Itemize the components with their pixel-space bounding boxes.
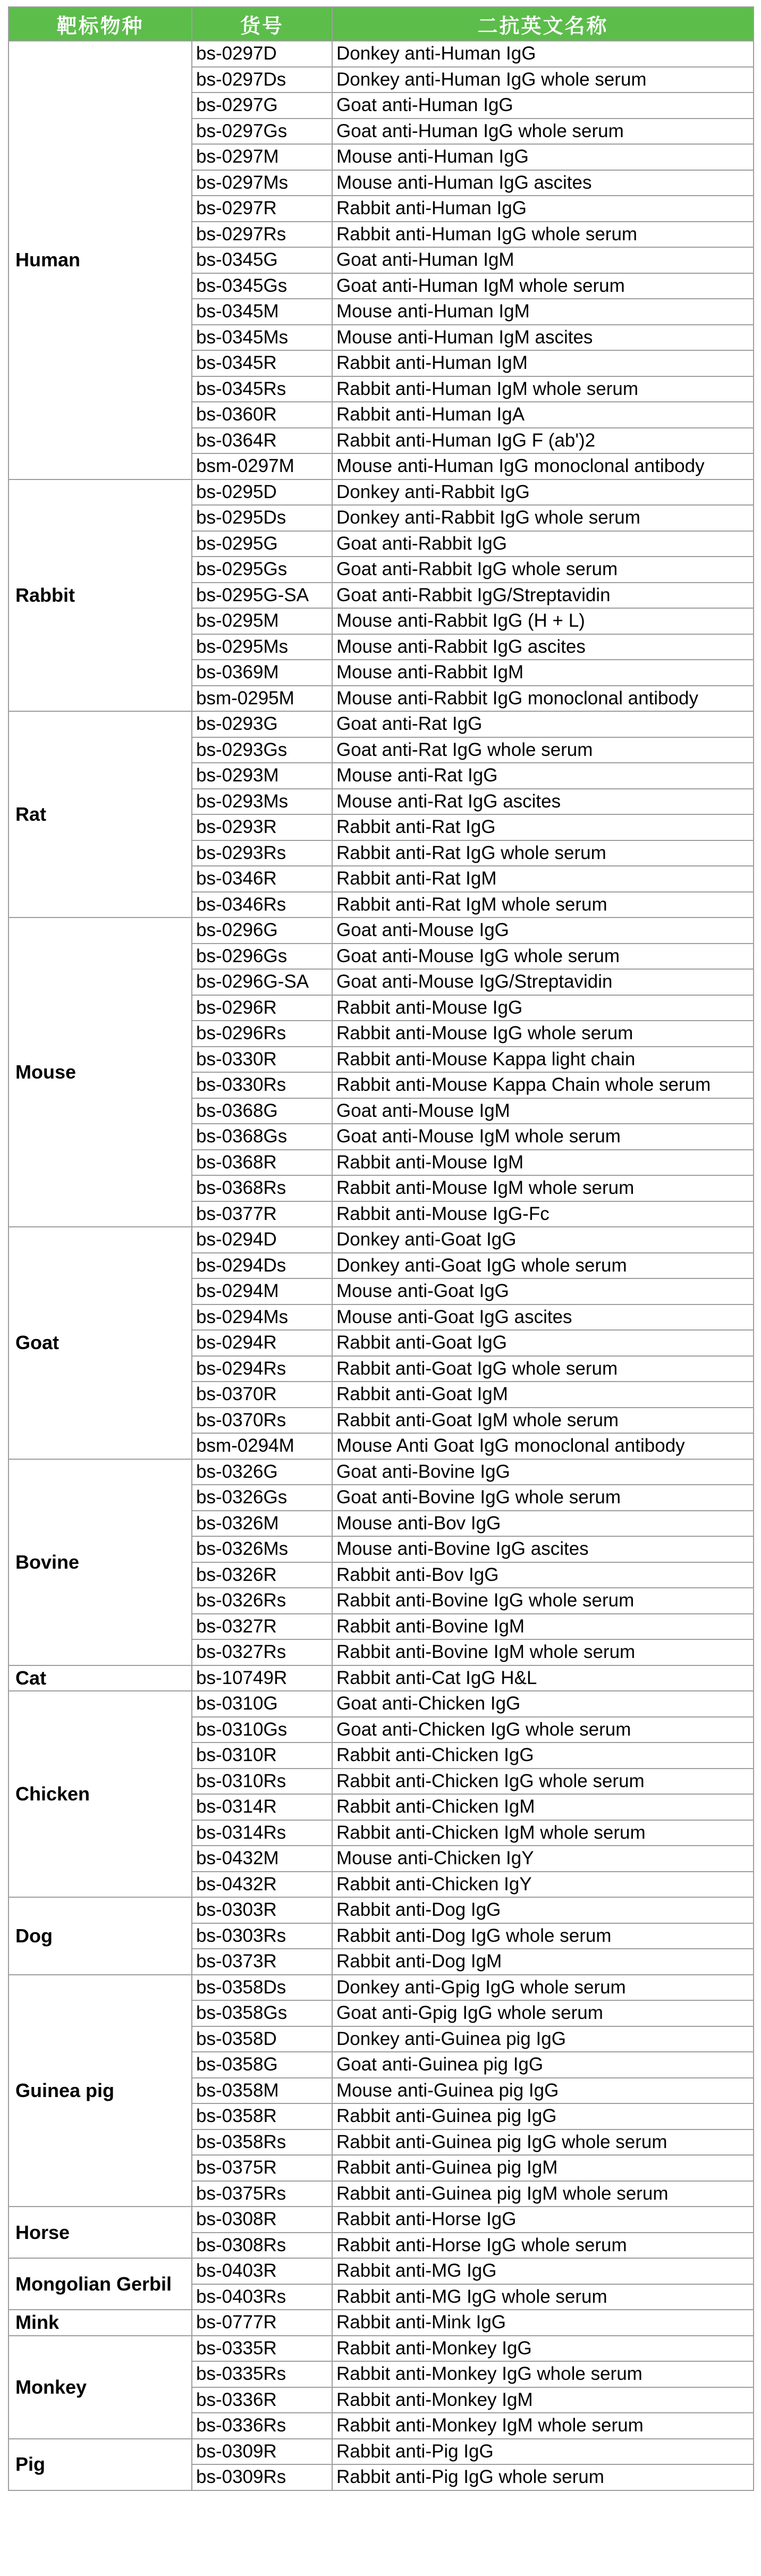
catalog-number-cell: bs-0336R	[192, 2387, 332, 2413]
catalog-number-cell: bs-0335R	[192, 2336, 332, 2362]
table-row	[9, 917, 754, 944]
antibody-name-cell: Rabbit anti-Rat IgG whole serum	[332, 840, 754, 866]
antibody-name-cell: Rabbit anti-Human IgG	[332, 196, 754, 222]
catalog-number-cell: bs-0303Rs	[192, 1923, 332, 1949]
catalog-number-cell: bs-0345Ms	[192, 325, 332, 351]
table-row	[9, 1665, 754, 1691]
antibody-name-cell: Mouse anti-Rabbit IgG (H + L)	[332, 608, 754, 634]
antibody-name-cell: Rabbit anti-Mouse Kappa Chain whole serum	[332, 1072, 754, 1098]
catalog-number-cell: bs-0432R	[192, 1872, 332, 1898]
catalog-number-cell: bs-10749R	[192, 1665, 332, 1691]
antibody-name-cell: Goat anti-Rabbit IgG/Streptavidin	[332, 583, 754, 609]
catalog-number-cell: bs-0293M	[192, 763, 332, 789]
catalog-number-cell: bs-0295G-SA	[192, 583, 332, 609]
antibody-name-cell: Mouse anti-Rabbit IgG ascites	[332, 634, 754, 660]
table-row	[9, 41, 754, 67]
antibody-name-cell: Rabbit anti-Monkey IgM	[332, 2387, 754, 2413]
antibody-name-cell: Goat anti-Rat IgG	[332, 711, 754, 737]
catalog-number-cell: bs-0303R	[192, 1897, 332, 1923]
antibody-name-cell: Goat anti-Mouse IgM	[332, 1098, 754, 1124]
header-row	[9, 7, 754, 41]
catalog-number-cell: bs-0297Ms	[192, 170, 332, 196]
antibody-name-cell: Rabbit anti-Mouse IgG whole serum	[332, 1021, 754, 1047]
catalog-number-cell: bs-0296G-SA	[192, 969, 332, 995]
antibody-name-cell: Rabbit anti-Chicken IgY	[332, 1872, 754, 1898]
catalog-number-cell: bs-0358G	[192, 2052, 332, 2078]
antibody-name-cell: Goat anti-Mouse IgG	[332, 917, 754, 944]
catalog-number-cell: bs-0309R	[192, 2439, 332, 2465]
antibody-name-cell: Goat anti-Chicken IgG whole serum	[332, 1717, 754, 1743]
table-row	[9, 711, 754, 737]
catalog-number-cell: bs-0330R	[192, 1047, 332, 1073]
antibody-name-cell: Goat anti-Human IgM	[332, 247, 754, 273]
catalog-number-cell: bs-0296Rs	[192, 1021, 332, 1047]
catalog-number-cell: bsm-0297M	[192, 453, 332, 479]
antibody-name-cell: Rabbit anti-Monkey IgG	[332, 2336, 754, 2362]
catalog-number-cell: bs-0375Rs	[192, 2181, 332, 2207]
table-row	[9, 2310, 754, 2336]
secondary-antibody-table	[8, 6, 754, 2491]
catalog-number-cell: bs-0375R	[192, 2155, 332, 2181]
catalog-number-cell: bs-0295Ms	[192, 634, 332, 660]
catalog-number-cell: bs-0327Rs	[192, 1639, 332, 1665]
antibody-name-cell: Rabbit anti-Mouse IgM whole serum	[332, 1175, 754, 1201]
table-row	[9, 1897, 754, 1923]
species-cell: Bovine	[9, 1459, 192, 1665]
species-cell: Mink	[9, 2310, 192, 2336]
antibody-name-cell: Mouse anti-Chicken IgY	[332, 1846, 754, 1872]
catalog-number-cell: bs-0297Rs	[192, 222, 332, 248]
antibody-name-cell: Donkey anti-Human IgG	[332, 41, 754, 67]
catalog-number-cell: bs-0368Rs	[192, 1175, 332, 1201]
antibody-name-cell: Mouse Anti Goat IgG monoclonal antibody	[332, 1433, 754, 1459]
catalog-number-cell: bs-0373R	[192, 1949, 332, 1975]
catalog-number-cell: bs-0777R	[192, 2310, 332, 2336]
catalog-number-cell: bs-0297R	[192, 196, 332, 222]
antibody-name-cell: Rabbit anti-Human IgA	[332, 402, 754, 428]
species-cell: Dog	[9, 1897, 192, 1975]
antibody-name-cell: Rabbit anti-Human IgM whole serum	[332, 376, 754, 402]
antibody-name-cell: Mouse anti-Human IgM	[332, 299, 754, 325]
catalog-number-cell: bs-0358Rs	[192, 2129, 332, 2156]
catalog-number-cell: bs-0360R	[192, 402, 332, 428]
catalog-number-cell: bs-0294Ds	[192, 1253, 332, 1279]
catalog-number-cell: bs-0345Gs	[192, 273, 332, 299]
catalog-number-cell: bs-0358R	[192, 2103, 332, 2129]
antibody-name-cell: Donkey anti-Goat IgG	[332, 1227, 754, 1253]
antibody-name-cell: Mouse anti-Goat IgG ascites	[332, 1304, 754, 1331]
antibody-name-cell: Rabbit anti-MG IgG whole serum	[332, 2284, 754, 2310]
catalog-number-cell: bs-0368Gs	[192, 1124, 332, 1150]
header-english-name: 二抗英文名称	[332, 7, 754, 41]
catalog-number-cell: bs-0346R	[192, 866, 332, 892]
catalog-number-cell: bs-0310Gs	[192, 1717, 332, 1743]
catalog-number-cell: bs-0368R	[192, 1150, 332, 1176]
table-row	[9, 2258, 754, 2284]
antibody-name-cell: Goat anti-Chicken IgG	[332, 1691, 754, 1717]
catalog-number-cell: bs-0293Ms	[192, 789, 332, 815]
species-cell: Guinea pig	[9, 1975, 192, 2207]
catalog-number-cell: bs-0368G	[192, 1098, 332, 1124]
catalog-number-cell: bs-0345R	[192, 350, 332, 376]
catalog-number-cell: bs-0293G	[192, 711, 332, 737]
catalog-number-cell: bs-0403R	[192, 2258, 332, 2284]
catalog-number-cell: bs-0293Gs	[192, 737, 332, 763]
antibody-name-cell: Goat anti-Bovine IgG whole serum	[332, 1485, 754, 1511]
catalog-number-cell: bs-0326Rs	[192, 1588, 332, 1614]
catalog-number-cell: bs-0364R	[192, 428, 332, 454]
antibody-name-cell: Mouse anti-Rat IgG	[332, 763, 754, 789]
catalog-number-cell: bs-0314R	[192, 1794, 332, 1820]
catalog-number-cell: bs-0308Rs	[192, 2233, 332, 2259]
catalog-number-cell: bs-0335Rs	[192, 2361, 332, 2387]
catalog-number-cell: bsm-0294M	[192, 1433, 332, 1459]
catalog-number-cell: bs-0370R	[192, 1382, 332, 1408]
catalog-number-cell: bs-0294Rs	[192, 1356, 332, 1382]
antibody-name-cell: Rabbit anti-Mouse IgM	[332, 1150, 754, 1176]
catalog-number-cell: bs-0310R	[192, 1742, 332, 1769]
catalog-number-cell: bs-0294Ms	[192, 1304, 332, 1331]
antibody-name-cell: Mouse anti-Rat IgG ascites	[332, 789, 754, 815]
species-cell: Monkey	[9, 2336, 192, 2439]
antibody-name-cell: Rabbit anti-Monkey IgG whole serum	[332, 2361, 754, 2387]
antibody-name-cell: Rabbit anti-Human IgM	[332, 350, 754, 376]
antibody-name-cell: Donkey anti-Human IgG whole serum	[332, 67, 754, 93]
catalog-number-cell: bs-0296G	[192, 917, 332, 944]
antibody-name-cell: Goat anti-Rat IgG whole serum	[332, 737, 754, 763]
catalog-number-cell: bs-0309Rs	[192, 2464, 332, 2490]
antibody-name-cell: Rabbit anti-Dog IgG whole serum	[332, 1923, 754, 1949]
antibody-name-cell: Rabbit anti-Mink IgG	[332, 2310, 754, 2336]
antibody-name-cell: Rabbit anti-Chicken IgM	[332, 1794, 754, 1820]
antibody-name-cell: Rabbit anti-Rat IgM whole serum	[332, 892, 754, 918]
table-header	[9, 7, 754, 41]
antibody-name-cell: Rabbit anti-Monkey IgM whole serum	[332, 2413, 754, 2439]
catalog-number-cell: bs-0326M	[192, 1511, 332, 1537]
antibody-name-cell: Donkey anti-Rabbit IgG	[332, 479, 754, 506]
table-row	[9, 1227, 754, 1253]
antibody-name-cell: Rabbit anti-Horse IgG whole serum	[332, 2233, 754, 2259]
catalog-number-cell: bs-0294R	[192, 1330, 332, 1356]
antibody-name-cell: Mouse anti-Human IgG ascites	[332, 170, 754, 196]
antibody-name-cell: Rabbit anti-Chicken IgM whole serum	[332, 1820, 754, 1846]
antibody-name-cell: Rabbit anti-Goat IgG	[332, 1330, 754, 1356]
antibody-name-cell: Rabbit anti-Mouse Kappa light chain	[332, 1047, 754, 1073]
antibody-name-cell: Mouse anti-Bov IgG	[332, 1511, 754, 1537]
antibody-name-cell: Rabbit anti-Guinea pig IgG	[332, 2103, 754, 2129]
species-cell: Goat	[9, 1227, 192, 1459]
catalog-number-cell: bs-0432M	[192, 1846, 332, 1872]
species-cell: Pig	[9, 2439, 192, 2490]
catalog-number-cell: bs-0294D	[192, 1227, 332, 1253]
antibody-name-cell: Goat anti-Guinea pig IgG	[332, 2052, 754, 2078]
catalog-number-cell: bs-0345G	[192, 247, 332, 273]
antibody-name-cell: Rabbit anti-Goat IgM whole serum	[332, 1408, 754, 1434]
antibody-name-cell: Rabbit anti-Human IgG whole serum	[332, 222, 754, 248]
antibody-name-cell: Rabbit anti-Rat IgG	[332, 814, 754, 840]
antibody-name-cell: Mouse anti-Goat IgG	[332, 1278, 754, 1304]
species-cell: Rabbit	[9, 479, 192, 712]
catalog-number-cell: bs-0310G	[192, 1691, 332, 1717]
antibody-name-cell: Donkey anti-Guinea pig IgG	[332, 2026, 754, 2052]
antibody-name-cell: Rabbit anti-Chicken IgG	[332, 1742, 754, 1769]
catalog-number-cell: bs-0295D	[192, 479, 332, 506]
catalog-number-cell: bs-0330Rs	[192, 1072, 332, 1098]
catalog-number-cell: bs-0296R	[192, 995, 332, 1021]
antibody-name-cell: Rabbit anti-Bov IgG	[332, 1562, 754, 1588]
catalog-number-cell: bsm-0295M	[192, 686, 332, 712]
antibody-name-cell: Mouse anti-Human IgM ascites	[332, 325, 754, 351]
antibody-name-cell: Rabbit anti-Dog IgM	[332, 1949, 754, 1975]
antibody-name-cell: Mouse anti-Guinea pig IgG	[332, 2078, 754, 2104]
antibody-name-cell: Goat anti-Rabbit IgG whole serum	[332, 557, 754, 583]
catalog-number-cell: bs-0326Ms	[192, 1536, 332, 1562]
species-cell: Rat	[9, 711, 192, 917]
antibody-name-cell: Mouse anti-Rabbit IgG monoclonal antibody	[332, 686, 754, 712]
species-cell: Human	[9, 41, 192, 479]
table-row	[9, 479, 754, 506]
catalog-number-cell: bs-0293R	[192, 814, 332, 840]
antibody-name-cell: Mouse anti-Human IgG	[332, 144, 754, 170]
antibody-name-cell: Rabbit anti-Bovine IgG whole serum	[332, 1588, 754, 1614]
catalog-number-cell: bs-0293Rs	[192, 840, 332, 866]
catalog-number-cell: bs-0310Rs	[192, 1769, 332, 1795]
antibody-name-cell: Rabbit anti-Guinea pig IgM	[332, 2155, 754, 2181]
table-row	[9, 1691, 754, 1717]
catalog-number-cell: bs-0314Rs	[192, 1820, 332, 1846]
antibody-name-cell: Rabbit anti-MG IgG	[332, 2258, 754, 2284]
antibody-name-cell: Donkey anti-Goat IgG whole serum	[332, 1253, 754, 1279]
antibody-name-cell: Rabbit anti-Chicken IgG whole serum	[332, 1769, 754, 1795]
antibody-name-cell: Rabbit anti-Dog IgG	[332, 1897, 754, 1923]
antibody-name-cell: Goat anti-Mouse IgM whole serum	[332, 1124, 754, 1150]
antibody-name-cell: Goat anti-Gpig IgG whole serum	[332, 2000, 754, 2026]
catalog-number-cell: bs-0296Gs	[192, 944, 332, 970]
antibody-name-cell: Rabbit anti-Guinea pig IgM whole serum	[332, 2181, 754, 2207]
antibody-name-cell: Rabbit anti-Human IgG F (ab')2	[332, 428, 754, 454]
species-cell: Horse	[9, 2207, 192, 2258]
table-row	[9, 2336, 754, 2362]
species-cell: Cat	[9, 1665, 192, 1691]
catalog-number-cell: bs-0295Gs	[192, 557, 332, 583]
antibody-name-cell: Rabbit anti-Goat IgG whole serum	[332, 1356, 754, 1382]
catalog-number-cell: bs-0377R	[192, 1201, 332, 1227]
antibody-name-cell: Rabbit anti-Rat IgM	[332, 866, 754, 892]
catalog-number-cell: bs-0326G	[192, 1459, 332, 1485]
header-target-species: 靶标物种	[9, 7, 192, 41]
catalog-number-cell: bs-0326Gs	[192, 1485, 332, 1511]
antibody-name-cell: Goat anti-Mouse IgG whole serum	[332, 944, 754, 970]
antibody-name-cell: Goat anti-Rabbit IgG	[332, 531, 754, 557]
antibody-name-cell: Rabbit anti-Bovine IgM whole serum	[332, 1639, 754, 1665]
catalog-number-cell: bs-0297Ds	[192, 67, 332, 93]
catalog-number-cell: bs-0295Ds	[192, 505, 332, 531]
catalog-number-cell: bs-0327R	[192, 1614, 332, 1640]
catalog-number-cell: bs-0358M	[192, 2078, 332, 2104]
species-cell: Mongolian Gerbil	[9, 2258, 192, 2310]
antibody-name-cell: Goat anti-Bovine IgG	[332, 1459, 754, 1485]
antibody-name-cell: Goat anti-Human IgG	[332, 92, 754, 119]
antibody-name-cell: Rabbit anti-Cat IgG H&L	[332, 1665, 754, 1691]
table-row	[9, 1975, 754, 2001]
table-row	[9, 2439, 754, 2465]
antibody-name-cell: Mouse anti-Bovine IgG ascites	[332, 1536, 754, 1562]
antibody-name-cell: Goat anti-Human IgG whole serum	[332, 119, 754, 145]
species-cell: Chicken	[9, 1691, 192, 1897]
catalog-number-cell: bs-0369M	[192, 660, 332, 686]
antibody-name-cell: Rabbit anti-Pig IgG whole serum	[332, 2464, 754, 2490]
antibody-name-cell: Rabbit anti-Goat IgM	[332, 1382, 754, 1408]
catalog-number-cell: bs-0295M	[192, 608, 332, 634]
catalog-number-cell: bs-0326R	[192, 1562, 332, 1588]
catalog-number-cell: bs-0346Rs	[192, 892, 332, 918]
catalog-number-cell: bs-0358D	[192, 2026, 332, 2052]
catalog-number-cell: bs-0297M	[192, 144, 332, 170]
antibody-name-cell: Rabbit anti-Horse IgG	[332, 2207, 754, 2233]
catalog-number-cell: bs-0358Ds	[192, 1975, 332, 2001]
species-cell: Mouse	[9, 917, 192, 1227]
catalog-number-cell: bs-0297D	[192, 41, 332, 67]
antibody-name-cell: Goat anti-Mouse IgG/Streptavidin	[332, 969, 754, 995]
antibody-name-cell: Donkey anti-Rabbit IgG whole serum	[332, 505, 754, 531]
antibody-name-cell: Rabbit anti-Bovine IgM	[332, 1614, 754, 1640]
table-body	[9, 41, 754, 2490]
catalog-number-cell: bs-0370Rs	[192, 1408, 332, 1434]
antibody-name-cell: Donkey anti-Gpig IgG whole serum	[332, 1975, 754, 2001]
antibody-table-sheet	[8, 6, 753, 2491]
catalog-number-cell: bs-0345Rs	[192, 376, 332, 402]
catalog-number-cell: bs-0297Gs	[192, 119, 332, 145]
antibody-name-cell: Rabbit anti-Guinea pig IgG whole serum	[332, 2129, 754, 2156]
catalog-number-cell: bs-0358Gs	[192, 2000, 332, 2026]
antibody-name-cell: Rabbit anti-Mouse IgG-Fc	[332, 1201, 754, 1227]
antibody-name-cell: Rabbit anti-Mouse IgG	[332, 995, 754, 1021]
catalog-number-cell: bs-0336Rs	[192, 2413, 332, 2439]
header-catalog-number: 货号	[192, 7, 332, 41]
antibody-name-cell: Rabbit anti-Pig IgG	[332, 2439, 754, 2465]
antibody-name-cell: Goat anti-Human IgM whole serum	[332, 273, 754, 299]
table-row	[9, 1459, 754, 1485]
catalog-number-cell: bs-0345M	[192, 299, 332, 325]
catalog-number-cell: bs-0295G	[192, 531, 332, 557]
table-row	[9, 2207, 754, 2233]
catalog-number-cell: bs-0308R	[192, 2207, 332, 2233]
catalog-number-cell: bs-0297G	[192, 92, 332, 119]
catalog-number-cell: bs-0294M	[192, 1278, 332, 1304]
catalog-number-cell: bs-0403Rs	[192, 2284, 332, 2310]
antibody-name-cell: Mouse anti-Rabbit IgM	[332, 660, 754, 686]
antibody-name-cell: Mouse anti-Human IgG monoclonal antibody	[332, 453, 754, 479]
